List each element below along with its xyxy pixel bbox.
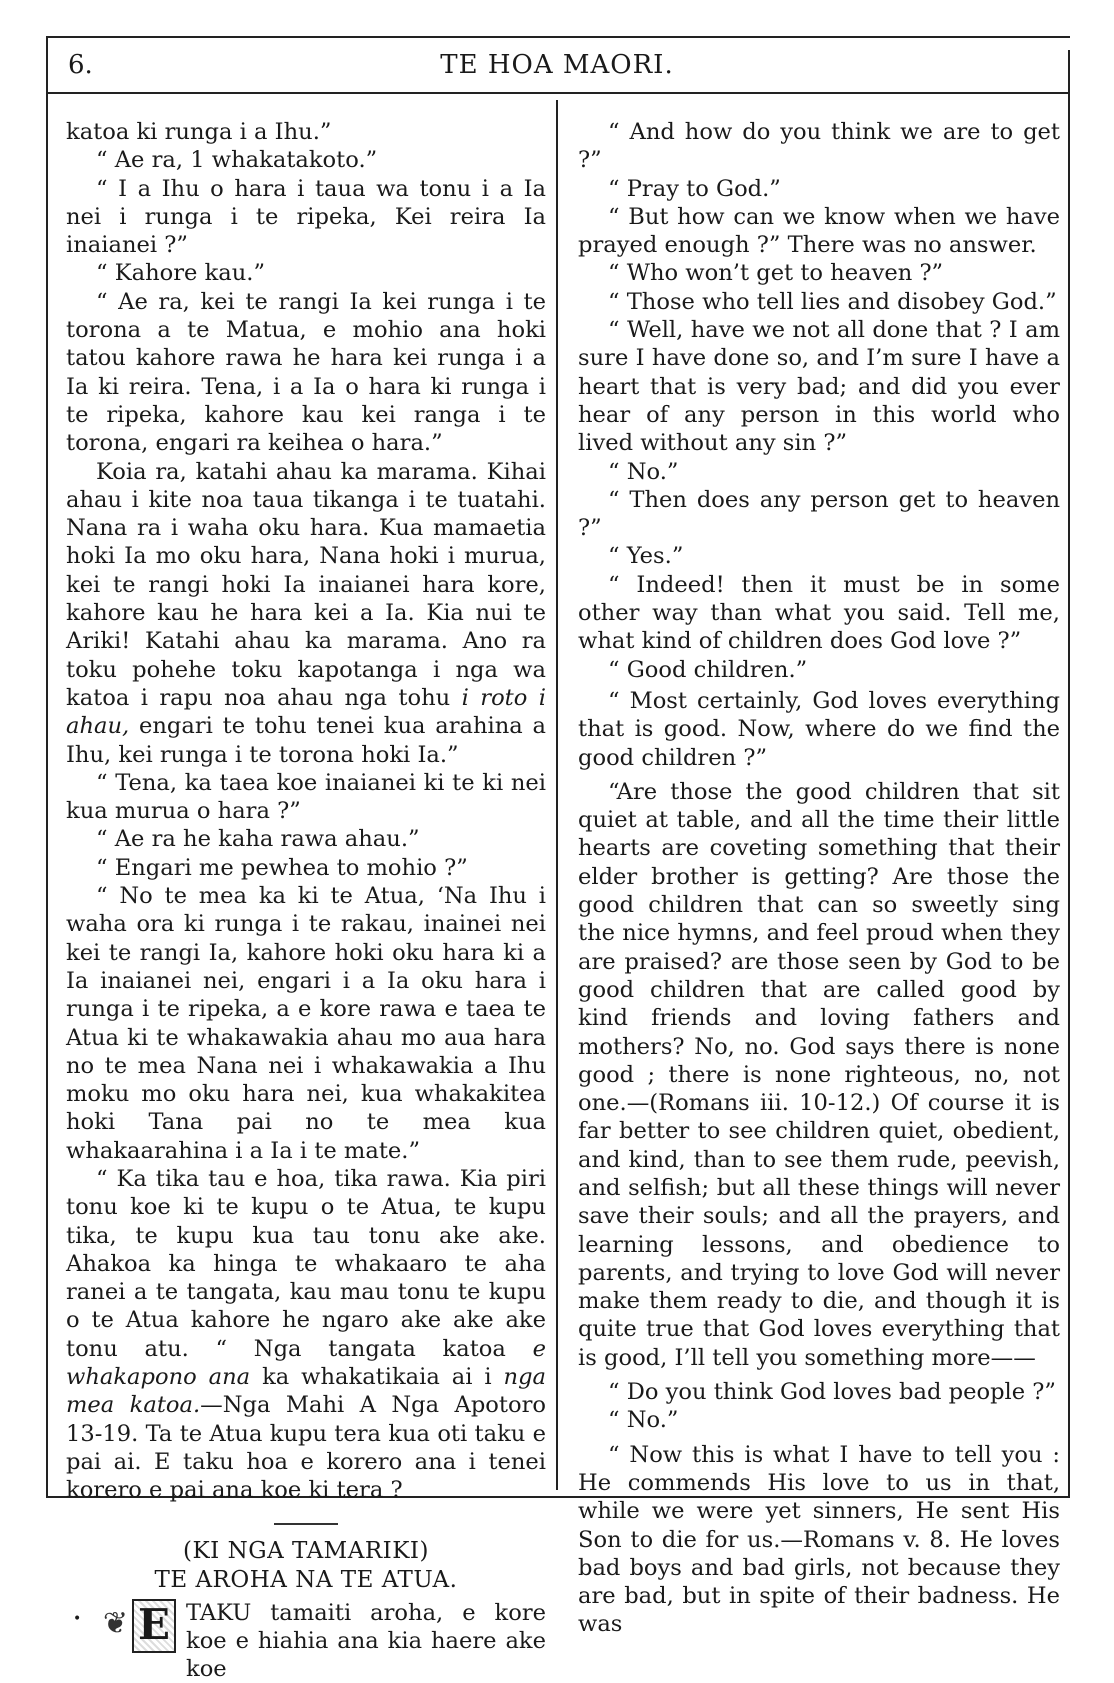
paragraph-text: “ Ka tika tau e hoa, tika rawa. Kia piri tonu koe ki te kupu o te Atua, te kupu tika, te kupu kua tau tonu ake ake. Ahakoa ka hinga te whakaaro te aha ranei a te tangata, kau mau tonu te kupu o te Atua kahore he ngaro ake ake ake tonu atu. “ Nga tangata katoa [66, 1165, 546, 1362]
left-border-rule [46, 36, 48, 1498]
page-number: 6. [68, 50, 93, 80]
section-heading: (KI NGA TAMARIKI) [183, 1537, 429, 1564]
paragraph: “ Tena, ka taea koe inaianei ki te ki nei kua murua o hara ?” [66, 769, 546, 825]
paragraph: “ Most certainly, God loves everything that is good. Now, where do we find the good children ?” [578, 687, 1060, 771]
section-divider [274, 1523, 338, 1525]
paragraph: “ Now this is what I have to tell you : He commends His love to us in that, while we were yet sinners, He sent His Son to die for us.—Romans v. 8. He loves bad boys and bad girls, not because they are bad, but in spite of their badness. He was [578, 1441, 1060, 1638]
paragraph: “ Those who tell lies and disobey God.” [608, 288, 1057, 315]
paragraph: “ Ae ra, kei te rangi Ia kei runga i te torona a te Matua, e mohio ana hoki tatou kahore rawa he hara kei runga i a Ia ki reira. Tena, i a Ia o hara ki runga i te ripeka, kahore kau kei ranga i te torona, engari ra keihea o hara.” [66, 288, 546, 457]
paragraph: “ Yes.” [608, 543, 684, 570]
top-border-rule [46, 36, 1070, 38]
italic-phrase: e whakapono ana [66, 1335, 546, 1391]
paragraph: “ And how do you think we are to get ?” [578, 119, 1060, 174]
paragraph: “ I a Ihu o hara i taua wa tonu i a Ia nei i runga i te ripeka, Kei reira Ia inaianei ?” [66, 175, 546, 259]
paragraph-text: engari te tohu tenei kua arahina a Ihu, kei runga i te torona hoki Ia.” [66, 713, 546, 768]
paragraph: “ Then does any person get to heaven ?” [578, 486, 1060, 542]
left-column [66, 118, 546, 1683]
paragraph [66, 458, 546, 769]
paragraph-text: —Nga Mahi A Nga Apotoro 13-19. Ta te Atua kupu tera kua oti taku e pai ai. E taku hoa e korero ana i tenei korero e pai ana koe ki tera ? [66, 1392, 546, 1504]
lead-paragraph: TAKU tamaiti aroha, e kore koe e hiahia ana kia haere ake koe [186, 1599, 546, 1683]
paragraph: “ Pray to God.” [608, 175, 781, 202]
paragraph: “ No.” [608, 458, 679, 485]
paragraph: “ Kahore kau.” [96, 260, 266, 287]
paragraph-text: ka whakatikaia ai i [262, 1364, 492, 1391]
stray-mark: • [73, 1611, 82, 1627]
paragraph: “ Do you think God loves bad people ?” [608, 1379, 1056, 1406]
paragraph: “ Ae ra, 1 whakatakoto.” [96, 147, 378, 174]
paragraph: “ Indeed! then it must be in some other way than what you said. Tell me, what kind of children does God love ?” [578, 571, 1060, 655]
paragraph: “ But how can we know when we have prayed enough ?” There was no answer. [578, 203, 1060, 259]
section-title: TE AROHA NA TE ATUA. [154, 1566, 458, 1593]
right-border-rule [1068, 50, 1070, 1498]
column-divider-rule [556, 100, 558, 1490]
paragraph: “ Good children.” [608, 656, 808, 683]
paragraph: “ Ae ra he kaha rawa ahau.” [96, 826, 420, 853]
header-rule [46, 92, 1070, 94]
paragraph: “ Who won’t get to heaven ?” [608, 260, 944, 287]
paragraph: “ No.” [608, 1407, 679, 1434]
paragraph: “Are those the good children that sit quiet at table, and all the time their little hearts are coveting something that their elder brother is getting? Are those the good children that can so sweetly sing the nice hymns, and feel proud when they are praised? are those seen by God to be good children that are called good by kind friends and loving fathers and mothers? No, no. God says there is none good ; there is none righteous, no, not one.—(Romans iii. 10-12.) Of course it is far better to see children quiet, obedient, and kind, than to see them rude, peevish, and selfish; but all these things will never save their souls; and all the prayers, and learning lessons, and obedience to parents, and trying to love God will never make them ready to die, and though it is quite true that God loves everything that is good, I’ll tell you something more—— [578, 778, 1060, 1371]
masthead-title: TE HOA MAORI. [440, 50, 674, 80]
paragraph [66, 1165, 546, 1505]
italic-phrase: i roto i ahau, [66, 684, 546, 740]
floral-ornament-icon: ❦ [102, 1605, 128, 1641]
section-lead [66, 1599, 546, 1683]
drop-cap: E [132, 1599, 176, 1653]
paragraph: katoa ki runga i a Ihu.” [66, 119, 332, 145]
paragraph: “ Well, have we not all done that ? I am sure I have done so, and I’m sure I have a heart that is very bad; and did you ever hear of any person in this world who lived without any sin ?” [578, 317, 1060, 457]
paragraph: “ Engari me pewhea to mohio ?” [96, 854, 468, 881]
paragraph-text: Koia ra, katahi ahau ka marama. Kihai ahau i kite noa taua tikanga i te tuatahi. Nana ra i waha oku hara. Kua mamaetia hoki Ia mo oku hara, Nana hoki i murua, kei te rangi hoki Ia inaianei hara kore, kahore kau he hara kei a Ia. Kia nui te Ariki! Katahi ahau ka marama. Ano ra toku pohehe toku kapotanga i nga wa katoa i rapu noa ahau nga tohu [66, 458, 546, 711]
paragraph: “ No te mea ka ki te Atua, ‘Na Ihu i waha ora ki runga i te rakau, inainei nei kei te rangi Ia, kahore hoki oku hara ki a Ia inaianei nei, engari i a Ia oku hara i runga i te ripeka, a e kore rawa e taea te Atua ki te whakawakia ahau mo aua hara no te mea Nana nei i whakawakia a Ihu moku mo oku hara nei, kua whakakitea hoki Tana pai no te mea kua whakaarahina i a Ia i te mate.” [66, 883, 546, 1164]
italic-phrase: nga mea katoa. [66, 1364, 547, 1419]
right-column [578, 118, 1060, 1639]
